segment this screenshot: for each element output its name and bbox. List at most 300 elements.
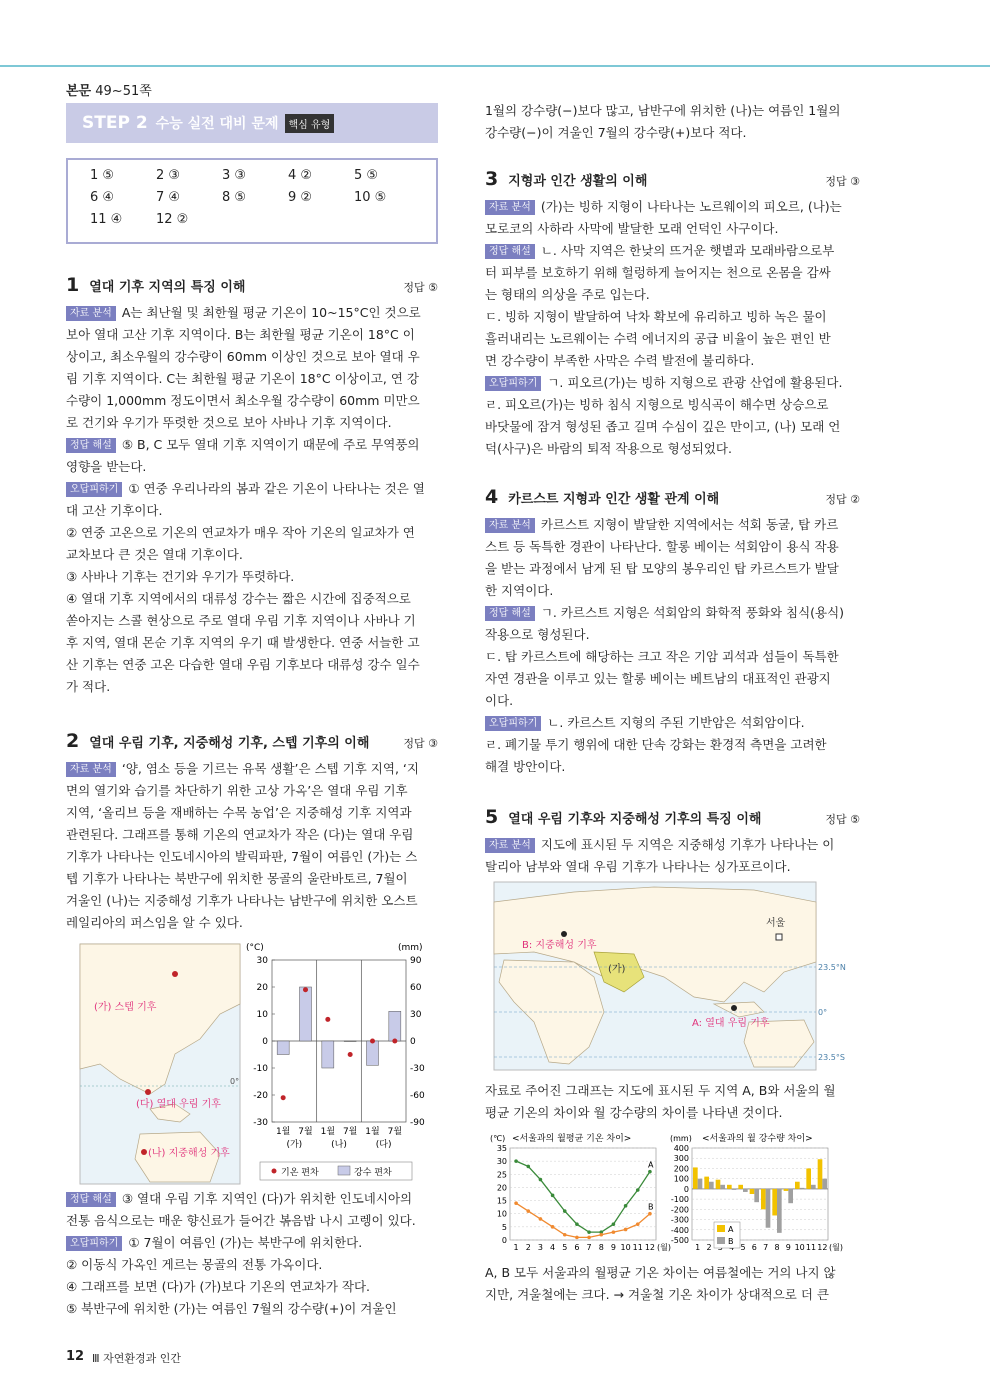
q5-description: [485, 1080, 860, 1124]
series-label-B: B: [648, 1202, 654, 1212]
question-title: 열대 우림 기후와 지중해성 기후의 특징 이해: [508, 812, 762, 827]
rain-chart-title: <서울과의 월 강수량 차이>: [702, 1134, 813, 1144]
text-line: 을 받는 과정에서 남게 된 탑 모양의 봉우리인 탑 카르스트가 발달: [485, 561, 839, 576]
rain-tick-label: -60: [410, 1091, 425, 1101]
x-axis-labels: [276, 1125, 402, 1150]
rain-bar: [389, 1011, 401, 1041]
wrong-answer-tag: 오답피하기: [485, 376, 541, 391]
page-number: 12: [66, 1349, 85, 1364]
wrong-answer-tag: 오답피하기: [66, 1236, 122, 1251]
month-tick: 2: [706, 1243, 712, 1252]
series-point-A: [636, 1188, 640, 1192]
y-tick-label: -300: [670, 1215, 689, 1225]
temp-unit-label: (°C): [246, 943, 264, 953]
bar-B: [709, 1182, 714, 1189]
text-line: 스트 등 독특한 경관이 나타난다. 할롱 베이는 석회암이 용식 작용: [485, 539, 839, 554]
text-line: ① 7월이 여름인 (가)는 북반구에 위치한다.: [128, 1235, 363, 1250]
bar-A: [704, 1177, 709, 1189]
month-tick: 6: [751, 1243, 757, 1252]
month-label: 7월: [298, 1127, 313, 1137]
bar-B: [698, 1179, 703, 1189]
question-5: [485, 806, 860, 878]
temp-dot: [348, 1052, 353, 1057]
answer-explanation-tag: 정답 해설: [485, 244, 535, 259]
month-tick: 4: [550, 1243, 556, 1252]
text-line: ㄹ. 폐기물 투기 행위에 대한 단속 강화는 환경적 측면을 고려한: [485, 737, 827, 752]
question-1: [66, 274, 438, 698]
bar-B: [822, 1179, 827, 1189]
rain-bar: [367, 1041, 379, 1065]
plot-frame: [692, 1148, 828, 1240]
question-header: [485, 486, 860, 508]
text-line: 레일리아의 퍼스임을 알 수 있다.: [66, 915, 243, 930]
series-point-A: [575, 1222, 579, 1226]
legend-a-swatch: [717, 1225, 725, 1232]
data-analysis-tag: 자료 분석: [66, 762, 116, 777]
y-tick-label: 100: [673, 1174, 689, 1184]
month-unit: (월): [829, 1243, 843, 1252]
legend-rain-swatch: [338, 1166, 350, 1175]
text-line: 지역, ‘올리브 등을 재배하는 수목 농업’은 지중해성 기후 지역과: [66, 805, 412, 820]
series-point-B: [587, 1236, 591, 1240]
point-b-label: B: 지중해성 기후: [522, 940, 597, 951]
question-number: 5: [485, 806, 499, 828]
text-line: 는 형태의 의상을 주로 입는다.: [485, 287, 650, 302]
answer-label: 정답 ③: [825, 175, 860, 188]
y-tick-label: 10: [496, 1209, 507, 1219]
text-line: 대 고산 기후이다.: [66, 503, 163, 518]
mediterranean-label: (나) 지중해성 기후: [148, 1148, 230, 1159]
text-line: 로 건기와 우기가 뚜렷한 것으로 보아 사바나 기후 지역이다.: [66, 415, 392, 430]
month-label: 1월: [275, 1127, 291, 1137]
text-line: 한 지역이다.: [485, 583, 554, 598]
month-label: 7월: [342, 1127, 358, 1137]
rain-tick-label: -90: [410, 1118, 425, 1128]
temp-tick-label: -20: [253, 1091, 268, 1101]
y-tick-label: 200: [673, 1164, 689, 1174]
question-title: 지형과 인간 생활의 이해: [508, 174, 648, 189]
series-point-A: [587, 1230, 591, 1234]
y-tick-label: 30: [496, 1157, 507, 1167]
chart-grid: [272, 960, 406, 1122]
bar-B: [811, 1185, 816, 1189]
month-tick: 11: [632, 1243, 643, 1252]
rain-unit-label: (mm): [398, 943, 423, 953]
q5-temp-chart: [488, 1130, 671, 1260]
text-line: 이다.: [485, 693, 514, 708]
section-label: 본문: [66, 84, 92, 99]
text-line: 수량이 1,000mm 정도이면서 최소우월 강수량이 60mm 미만으: [66, 393, 420, 408]
question-body: [485, 196, 860, 460]
question-title: 열대 우림 기후, 지중해성 기후, 스텝 기후의 이해: [89, 736, 370, 751]
bar-A: [738, 1185, 743, 1189]
question-header: [485, 168, 860, 190]
series-point-A: [563, 1209, 567, 1213]
text-line: ㄱ. 카르스트 지형은 석회암의 화학적 풍화와 침식(용식): [540, 605, 845, 620]
text-line: 영향을 받는다.: [66, 459, 147, 474]
q5-conclusion: [485, 1262, 860, 1306]
month-tick: 8: [598, 1243, 604, 1252]
question-number: 3: [485, 168, 499, 190]
seoul-marker: [776, 934, 782, 940]
y-tick-label: -500: [670, 1236, 689, 1245]
question-body: [485, 514, 860, 778]
answer-item: 7 ④: [156, 190, 181, 205]
question-body: [66, 758, 438, 934]
text-line: ① 연중 우리나라의 봄과 같은 기온이 나타나는 것은 열: [128, 481, 425, 496]
series-point-B: [563, 1233, 567, 1237]
series-point-A: [551, 1194, 555, 1198]
month-tick: 12: [817, 1243, 828, 1252]
rainforest-label: (다) 열대 우림 기후: [136, 1099, 221, 1110]
answer-item: 12 ②: [156, 212, 189, 227]
y-tick-label: 5: [501, 1222, 507, 1232]
text-line: 해결 방안이다.: [485, 759, 566, 774]
page-range: 49~51쪽: [95, 84, 152, 99]
text-line: 관련된다. 그래프를 통해 기온의 연교차가 작은 (다)는 열대 우림: [66, 827, 414, 842]
rain-bar: [300, 987, 312, 1041]
steppe-label: (가) 스텝 기후: [94, 1002, 157, 1013]
point-a-label: A: 열대 우림 기후: [692, 1018, 770, 1029]
rain-bar: [277, 1041, 289, 1055]
data-analysis-tag: 자료 분석: [485, 518, 535, 533]
q5-world-map: [494, 882, 856, 1070]
answer-explanation-tag: 정답 해설: [66, 438, 116, 453]
month-tick: 12: [644, 1243, 656, 1252]
bar-A: [818, 1159, 823, 1189]
text-line: 탈리아 남부와 열대 우림 기후가 나타나는 싱가포르이다.: [485, 859, 791, 874]
y-tick-label: 0: [683, 1184, 689, 1194]
text-line: 작용으로 형성된다.: [485, 627, 590, 642]
month-tick: 9: [610, 1243, 616, 1252]
y-tick-label: -100: [670, 1195, 689, 1205]
group-label: (다): [375, 1140, 392, 1150]
text-line: 상이고, 최소우월의 강수량이 60mm 이상인 것으로 보아 열대 우: [66, 349, 420, 364]
y-tick-label: 25: [496, 1170, 507, 1180]
temp-dot: [392, 1039, 397, 1044]
bar-B: [766, 1189, 771, 1228]
text-line: 면의 열기와 습기를 차단하기 위한 고상 가옥’은 열대 우림 기후: [66, 783, 408, 798]
rain-bar: [322, 1041, 334, 1068]
axis-ticks: [497, 1144, 507, 1245]
series-point-B: [514, 1201, 518, 1205]
text-line: 면 강수량이 부족한 사막은 수력 발전에 불리하다.: [485, 353, 755, 368]
tropic-capricorn-label: 23.5°S: [818, 1053, 845, 1062]
y-tick-label: 300: [673, 1154, 689, 1164]
answer-item: 3 ③: [222, 168, 247, 183]
equator-label: 0°: [818, 1008, 828, 1017]
q2-climate-chart: [240, 940, 440, 1185]
group-label: (가): [286, 1140, 303, 1150]
month-tick: 5: [562, 1243, 568, 1252]
temp-tick-label: -30: [253, 1118, 268, 1128]
text-line: 지도에 표시된 두 지역은 지중해성 기후가 나타나는 이: [540, 837, 835, 852]
text-line: 자료로 주어진 그래프는 지도에 표시된 두 지역 A, B와 서울의 월: [485, 1083, 836, 1098]
legend-b-label: B: [728, 1237, 734, 1246]
temp-dot: [325, 1017, 330, 1022]
text-line: A, B 모두 서울과의 월평균 기온 차이는 여름철에는 거의 나지 않: [485, 1265, 836, 1280]
text-line: ④ 그래프를 보면 (다)가 (가)보다 기온의 연교차가 작다.: [66, 1279, 371, 1294]
series-point-B: [539, 1217, 543, 1221]
answer-key: [66, 158, 438, 244]
y-tick-label: -400: [670, 1225, 689, 1235]
answer-row: [90, 212, 436, 234]
series-point-B: [599, 1233, 603, 1237]
temp-unit-label: (℃): [490, 1134, 506, 1143]
month-tick: 7: [763, 1243, 769, 1252]
question-body: [66, 302, 438, 698]
answer-label: 정답 ③: [403, 737, 438, 750]
text-line: 교차보다 큰 것은 열대 기후이다.: [66, 547, 243, 562]
answer-item: 8 ⑤: [222, 190, 247, 205]
temp-tick-label: 20: [256, 983, 268, 993]
equator-label: 0°: [230, 1077, 240, 1086]
section-header: [66, 80, 152, 99]
legend-a-label: A: [728, 1225, 734, 1234]
month-tick: 11: [805, 1243, 817, 1252]
chapter-label: Ⅲ 자연환경과 인간: [92, 1352, 181, 1365]
axis-ticks: [671, 1144, 689, 1245]
region-ga-label: (가): [608, 964, 626, 975]
answer-label: 정답 ⑤: [403, 281, 438, 294]
text-line: 후 지역, 열대 몬순 기후 지역의 우기 때 발생한다. 연중 서늘한 고: [66, 635, 420, 650]
question-number: 4: [485, 486, 499, 508]
series-point-B: [526, 1209, 530, 1213]
bar-A: [727, 1185, 732, 1189]
bar-B: [732, 1189, 737, 1190]
temp-tick-label: 10: [256, 1010, 268, 1020]
text-line: ④ 열대 기후 지역에서의 대류성 강수는 짧은 시간에 집중적으로: [66, 591, 411, 606]
point-a: [731, 1005, 737, 1011]
bar-B: [777, 1189, 782, 1233]
text-line: 기후가 나타나는 인도네시아의 발릭파판, 7월이 여름인 (가)는 스: [66, 849, 418, 864]
text-line: ㄷ. 빙하 지형이 발달하여 낙차 확보에 유리하고 빙하 녹은 물이: [485, 309, 827, 324]
question-header: [485, 806, 860, 828]
question-3: [485, 168, 860, 460]
rain-tick-label: 60: [410, 983, 422, 993]
bar-A: [795, 1182, 800, 1189]
text-line: ⑤ 북반구에 위치한 (가)는 여름인 7월의 강수량(+)이 겨울인: [66, 1301, 397, 1316]
text-line: ② 이동식 가옥인 게르는 몽골의 전통 가옥이다.: [66, 1257, 323, 1272]
data-analysis-tag: 자료 분석: [66, 306, 116, 321]
text-line: 텝 기후가 나타나는 북반구에 위치한 몽골의 울란바토르, 7월이: [66, 871, 408, 886]
month-label: 1월: [320, 1127, 336, 1137]
q2-explanation: [66, 1188, 438, 1320]
mediterranean-point: [141, 1149, 147, 1155]
q5-rain-chart: [668, 1130, 858, 1260]
text-line: 산 기후는 연중 고온 다습한 열대 우림 기후보다 대류성 강수 일수: [66, 657, 420, 672]
legend-temp-label: 기온 편차: [281, 1168, 319, 1178]
q2-map: [80, 944, 240, 1184]
question-number: 2: [66, 730, 80, 752]
text-line: 림 기후 지역이다. C는 최한월 평균 기온이 18°C 이상이고, 연 강: [66, 371, 419, 386]
month-unit: (월): [657, 1243, 671, 1252]
legend-b-swatch: [717, 1237, 725, 1244]
step-label: STEP 2: [82, 113, 148, 133]
temp-chart-title: <서울과의 월평균 기온 차이>: [512, 1134, 632, 1144]
text-line: A는 최난월 및 최한월 평균 기온이 10~15°C인 것으로: [121, 305, 421, 320]
answer-item: 6 ④: [90, 190, 115, 205]
text-line: 지만, 겨울철에는 크다. → 겨울철 기온 차이가 상대적으로 더 큰: [485, 1287, 829, 1302]
rain-tick-label: -30: [410, 1064, 425, 1074]
answer-row: [90, 190, 436, 212]
text-line: 평균 기온의 차이와 월 강수량의 차이를 나타낸 것이다.: [485, 1105, 783, 1120]
text-line: 쏟아지는 스콜 현상으로 주로 열대 우림 기후 지역이나 사바나 기: [66, 613, 416, 628]
rain-tick-label: 30: [410, 1010, 422, 1020]
question-4: [485, 486, 860, 778]
rain-tick-label: 90: [410, 956, 422, 966]
text-line: ② 연중 고온으로 기온의 연교차가 매우 작아 기온의 일교차가 연: [66, 525, 415, 540]
text-line: 터 피부를 보호하기 위해 헐렁하게 늘어지는 천으로 온몸을 감싸: [485, 265, 831, 280]
bar-A: [784, 1189, 789, 1191]
month-tick: 7: [586, 1243, 592, 1252]
bar-B: [720, 1185, 725, 1189]
text-line: 1월의 강수량(−)보다 많고, 남반구에 위치한 (나)는 여름인 1월의: [485, 103, 841, 118]
month-tick: 10: [794, 1243, 805, 1252]
answer-row: [90, 168, 436, 190]
y-tick-label: -200: [670, 1205, 689, 1215]
bar-B: [754, 1189, 759, 1202]
series-point-A: [526, 1165, 530, 1169]
series-label-A: A: [648, 1160, 654, 1170]
wrong-answer-tag: 오답피하기: [66, 482, 122, 497]
text-line: ㄹ. 피오르(가)는 빙하 침식 지형으로 빙식곡이 해수면 상승으로: [485, 397, 829, 412]
month-label: 7월: [387, 1127, 403, 1137]
bar-A: [693, 1167, 698, 1188]
x-axis-labels: [514, 1242, 671, 1252]
y-tick-label: 0: [501, 1236, 507, 1245]
answer-item: 10 ⑤: [354, 190, 387, 205]
bar-A: [716, 1180, 721, 1189]
text-line: 모로코의 사하라 사막에 발달한 모래 언덕인 사구이다.: [485, 221, 779, 236]
y-tick-label: 15: [496, 1196, 507, 1206]
question-header: [66, 274, 438, 296]
question-2: [66, 730, 438, 934]
text-line: ③ 사바나 기후는 건기와 우기가 뚜렷하다.: [66, 569, 295, 584]
answer-item: 9 ②: [288, 190, 313, 205]
text-line: ㄴ. 사막 지역은 한낮의 뜨거운 햇볕과 모래바람으로부: [540, 243, 835, 258]
text-line: 강수량(−)이 겨울인 7월의 강수량(+)보다 적다.: [485, 125, 747, 140]
answer-explanation-tag: 정답 해설: [485, 606, 535, 621]
question-header: [66, 730, 438, 752]
text-line: 가 적다.: [66, 679, 111, 694]
temp-dot: [370, 1039, 375, 1044]
y-tick-label: 400: [673, 1144, 689, 1153]
legend-rain-label: 강수 편차: [354, 1168, 392, 1178]
wrong-answer-tag: 오답피하기: [485, 716, 541, 731]
q2-continuation: [485, 100, 860, 144]
answer-item: 1 ⑤: [90, 168, 115, 183]
series-point-A: [539, 1178, 543, 1182]
text-line: 겨울인 (나)는 지중해성 기후가 나타나는 남반구에 위치한 오스트: [66, 893, 418, 908]
series-point-A: [514, 1159, 518, 1163]
series-point-A: [624, 1204, 628, 1208]
text-line: (가)는 빙하 지형이 나타나는 노르웨이의 피오르, (나)는: [540, 199, 842, 214]
temp-tick-label: 0: [262, 1037, 268, 1047]
tropic-cancer-label: 23.5°N: [818, 963, 846, 972]
text-line: ㄷ. 탑 카르스트에 해당하는 크고 작은 기암 괴석과 섬들이 독특한: [485, 649, 839, 664]
answer-item: 2 ③: [156, 168, 181, 183]
data-analysis-tag: 자료 분석: [485, 838, 535, 853]
question-body: [485, 834, 860, 878]
series-point-B: [575, 1236, 579, 1240]
text-line: 흘러내리는 노르웨이는 수력 에너지의 공급 비율이 높은 편인 반: [485, 331, 831, 346]
answer-item: 5 ⑤: [354, 168, 379, 183]
text-line: ㄱ. 피오르(가)는 빙하 지형으로 관광 산업에 활용된다.: [547, 375, 843, 390]
bar-A: [772, 1189, 777, 1216]
series-point-A: [612, 1222, 616, 1226]
temp-tick-label: -10: [253, 1064, 268, 1074]
y-tick-label: 20: [496, 1183, 507, 1193]
question-title: 열대 기후 지역의 특징 이해: [89, 280, 246, 295]
month-tick: 6: [574, 1243, 580, 1252]
month-tick: 2: [525, 1243, 531, 1252]
series-point-B: [648, 1212, 652, 1216]
point-b: [561, 931, 567, 937]
bar-B: [788, 1189, 793, 1203]
month-tick: 3: [537, 1243, 543, 1252]
text-line: 덕(사구)은 바람의 퇴적 작용으로 형성되었다.: [485, 441, 732, 456]
text-line: 자연 경관을 이루고 있는 할롱 베이는 베트남의 대표적인 관광지: [485, 671, 831, 686]
month-label: 1월: [365, 1127, 380, 1137]
text-line: ㄴ. 카르스트 지형의 주된 기반암은 석회암이다.: [547, 715, 805, 730]
temp-dot: [281, 1095, 286, 1100]
month-tick: 1: [695, 1243, 701, 1252]
answer-label: 정답 ⑤: [825, 813, 860, 826]
text-line: 전통 음식으로는 매운 향신료가 들어간 볶음밥 나시 고렝이 있다.: [66, 1213, 416, 1228]
series-point-A: [648, 1170, 652, 1174]
text-line: ⑤ B, C 모두 열대 기후 지역이기 때문에 주로 무역풍의: [121, 437, 420, 452]
month-tick: 1: [513, 1243, 519, 1252]
answer-label: 정답 ②: [825, 493, 860, 506]
series-point-B: [551, 1225, 555, 1229]
month-tick: 8: [774, 1243, 780, 1252]
data-analysis-tag: 자료 분석: [485, 200, 535, 215]
series-point-B: [624, 1228, 628, 1232]
month-tick: 5: [740, 1243, 746, 1252]
bar-A: [806, 1168, 811, 1188]
top-rule: [0, 65, 990, 67]
y-tick-label: 35: [496, 1144, 507, 1153]
temp-tick-label: 30: [256, 956, 268, 966]
text-line: ③ 열대 우림 기후 지역인 (다)가 위치한 인도네시아의: [121, 1191, 413, 1206]
bar-B: [743, 1189, 748, 1192]
bar-A: [761, 1189, 766, 1209]
text-line: 카르스트 지형이 발달한 지역에서는 석회 동굴, 탑 카르: [540, 517, 839, 532]
temp-dot: [303, 987, 308, 992]
text-line: ‘양, 염소 등을 기르는 유목 생활’은 스텝 기후 지역, ‘지: [121, 761, 419, 776]
group-label: (나): [331, 1140, 347, 1150]
answer-explanation-tag: 정답 해설: [66, 1192, 116, 1207]
answer-item: 11 ④: [90, 212, 123, 227]
month-tick: 9: [785, 1243, 791, 1252]
text-line: 보아 열대 고산 기후 지역이다. B는 최한월 평균 기온이 18°C 이: [66, 327, 415, 342]
chart-grid: [692, 1148, 828, 1240]
seoul-label: 서울: [766, 918, 786, 929]
legend-temp-dot: [272, 1169, 277, 1174]
step-badge: 핵심 유형: [285, 114, 335, 133]
rainforest-point: [145, 1089, 151, 1095]
series-point-B: [636, 1222, 640, 1226]
bar-A: [750, 1189, 755, 1194]
answer-item: 4 ②: [288, 168, 313, 183]
rain-unit-label: (mm): [670, 1134, 692, 1143]
question-number: 1: [66, 274, 80, 296]
bar-B: [800, 1188, 805, 1189]
series-point-B: [612, 1230, 616, 1234]
step-title: 수능 실전 대비 문제: [155, 116, 279, 132]
question-title: 카르스트 지형과 인간 생활 관계 이해: [508, 492, 720, 507]
